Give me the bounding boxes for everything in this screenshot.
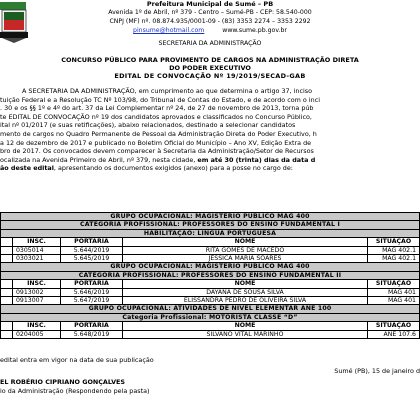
situacao-cell: MAG 402.1 <box>368 246 420 254</box>
insc-cell: 0913002 <box>13 288 61 296</box>
portaria-cell: 5.648/2019 <box>61 330 123 338</box>
col-portaria-header: PORTARIA <box>61 280 123 288</box>
column-header-row <box>1 238 420 246</box>
group-title: GRUPO OCUPACIONAL: MAGISTÉRIO PÚBLICO MAG 400 <box>1 263 420 271</box>
col-insc-header: INSC. <box>13 322 61 330</box>
nome-cell: RITA GOMES DE MACEDO <box>123 246 368 254</box>
body-line: a 12 de dezembro de 2017 e publicado no Boletim Oficial do Município – Ano XV, Edição Extra de <box>0 138 312 147</box>
nome-cell: SILVANO VITAL MARINHO <box>123 330 368 338</box>
insc-cell: 0204005 <box>13 330 61 338</box>
col-insc-header: INSC. <box>13 280 61 288</box>
row-index-cell <box>1 297 13 305</box>
row-index-cell <box>1 288 13 296</box>
body-line: bro de 2017. Os convocados devem comparecer à Secretaria da Administração/Setor de Recursos <box>0 147 314 156</box>
category-title: Categoria Profissional: MOTORISTA CLASSE “D” <box>1 313 420 321</box>
group-header-row <box>1 263 420 271</box>
situacao-cell: ANE 107.6 <box>368 330 420 338</box>
row-index-cell <box>1 330 13 338</box>
col-portaria-header: PORTARIA <box>61 322 123 330</box>
col-situacao-header: SITUAÇÃO <box>368 322 420 330</box>
body-text: ocalizada na Avenida Primeiro de Abril, nº 379, nesta cidade, <box>0 155 196 164</box>
portaria-cell: 5.647/2019 <box>61 297 123 305</box>
heading-line-3: EDITAL DE CONVOCAÇÃO Nº 19/2019/SECAD-GAB <box>114 72 306 80</box>
table-row <box>1 246 420 254</box>
col-index-header <box>1 238 13 246</box>
col-situacao-header: SITUAÇÃO <box>368 238 420 246</box>
insc-cell: 0305014 <box>13 246 61 254</box>
category-header-row <box>1 271 420 279</box>
table-row <box>1 255 420 263</box>
department-name: SECRETARIA DA ADMINISTRAÇÃO <box>158 40 262 47</box>
table-row <box>1 330 420 338</box>
body-line: mento de cargos no Quadro Permanente de Pessoal da Administração Direta do Poder Executivo, h <box>0 129 317 138</box>
category-title: CATEGORIA PROFISSIONAL: PROFESSORES DO ENSINO FUNDAMENTAL I <box>1 221 420 229</box>
col-nome-header: NOME <box>123 238 368 246</box>
place-date: Sumé (PB), 15 de janeiro d <box>334 367 420 375</box>
group-title: GRUPO OCUPACIONAL: ATIVIDADES DE NIVEL ELEMENTAR ANE 100 <box>1 305 420 313</box>
col-situacao-header: SITUAÇÃO <box>368 280 420 288</box>
column-header-row <box>1 280 420 288</box>
body-line: te EDITAL DE CONVOCAÇÃO nº 19 dos candidatos aprovados e classificados no Concurso Público, <box>0 112 312 121</box>
table-row <box>1 288 420 296</box>
portaria-cell: 5.646/2019 <box>61 288 123 296</box>
portaria-cell: 5.644/2019 <box>61 246 123 254</box>
col-index-header <box>1 322 13 330</box>
deadline-text: em até 30 (trinta) dias da data d <box>197 155 316 164</box>
column-header-row <box>1 322 420 330</box>
group-header-row <box>1 305 420 313</box>
insc-cell: 0303021 <box>13 255 61 263</box>
email-link[interactable]: pinsume@hotmail.com <box>133 27 205 34</box>
body-text: , apresentando os documentos exigidos (anexo) para a posse no cargo de: <box>53 164 293 173</box>
body-line <box>0 164 420 173</box>
header-contacts: CNPJ (MF) nº. 08.874.935/0001-09 - (83) 3353 2274 – 3353 2292 <box>109 18 311 25</box>
col-nome-header: NOME <box>123 280 368 288</box>
body-line <box>0 156 420 165</box>
group-title: GRUPO OCUPACIONAL: MAGISTÉRIO PÚBLICO MAG 400 <box>1 213 420 221</box>
portaria-cell: 5.645/2019 <box>61 255 123 263</box>
situacao-cell: MAG 401 <box>368 288 420 296</box>
table-row <box>1 297 420 305</box>
body-paragraph <box>0 87 420 173</box>
body-line: A SECRETARIA DA ADMINISTRAÇÃO, em cumprimento ao que determina o artigo 37, inciso <box>22 87 312 95</box>
signer-name: EL ROBÉRIO CIPRIANO GONÇALVES <box>0 378 125 386</box>
category-title: CATEGORIA PROFISSIONAL: PROFESSORES DO ENSINO FUNDAMENTAL II <box>1 271 420 279</box>
row-index-cell <box>1 246 13 254</box>
col-portaria-header: PORTARIA <box>61 238 123 246</box>
body-line: ital nº 01/2017 (e suas retificações), abaixo relacionados, destinado a selecionar candidatos <box>0 121 296 130</box>
col-insc-header: INSC. <box>13 238 61 246</box>
heading-line-2: DO PODER EXECUTIVO <box>169 64 251 72</box>
situacao-cell: MAG 402.1 <box>368 255 420 263</box>
heading-line-1: CONCURSO PÚBLICO PARA PROVIMENTO DE CARGOS NA ADMINISTRAÇÃO DIRETA <box>61 56 359 64</box>
header-address: Avenida 1º de Abril, nº 379 - Centro – Sumé-PB - CEP: 58.540-000 <box>108 9 312 16</box>
nome-cell: JÉSSICA MARIA SOARES <box>123 255 368 263</box>
header-title: Prefeitura Municipal de Sumé – PB <box>146 0 274 8</box>
publication-text: ão deste edital <box>0 164 54 173</box>
insc-cell: 0913007 <box>13 297 61 305</box>
body-line: tuição Federal e a Resolução TC Nº 103/98, do Tribunal de Contas do Estado, e de acordo com o inci <box>0 95 320 104</box>
situacao-cell: MAG 401 <box>368 297 420 305</box>
body-line: . 30 e os §§ 1º e 4º do art. 37 da Lei Complementar nº 24, de 27 de novembro de 2013, torna púb <box>0 104 314 113</box>
qualification-header-row <box>1 229 420 237</box>
signer-role: io da Administração (Respondendo pela pasta) <box>0 387 150 395</box>
row-index-cell <box>1 255 13 263</box>
nome-cell: ELISSANDRA PEDRO DE OLIVEIRA SILVA <box>123 297 368 305</box>
category-header-row <box>1 313 420 321</box>
convocation-table <box>0 212 420 339</box>
category-header-row <box>1 221 420 229</box>
qualification-title: HABILITAÇÃO: LÍNGUA PORTUGUESA <box>1 229 420 237</box>
validity-text: edital entra em vigor na data de sua publicação <box>0 356 154 364</box>
header-email-site <box>0 27 420 35</box>
col-index-header <box>1 280 13 288</box>
site-text: www.sume.pb.gov.br <box>222 27 287 34</box>
nome-cell: DAYANA DE SOUSA SILVA <box>123 288 368 296</box>
col-nome-header: NOME <box>123 322 368 330</box>
group-header-row <box>1 213 420 221</box>
